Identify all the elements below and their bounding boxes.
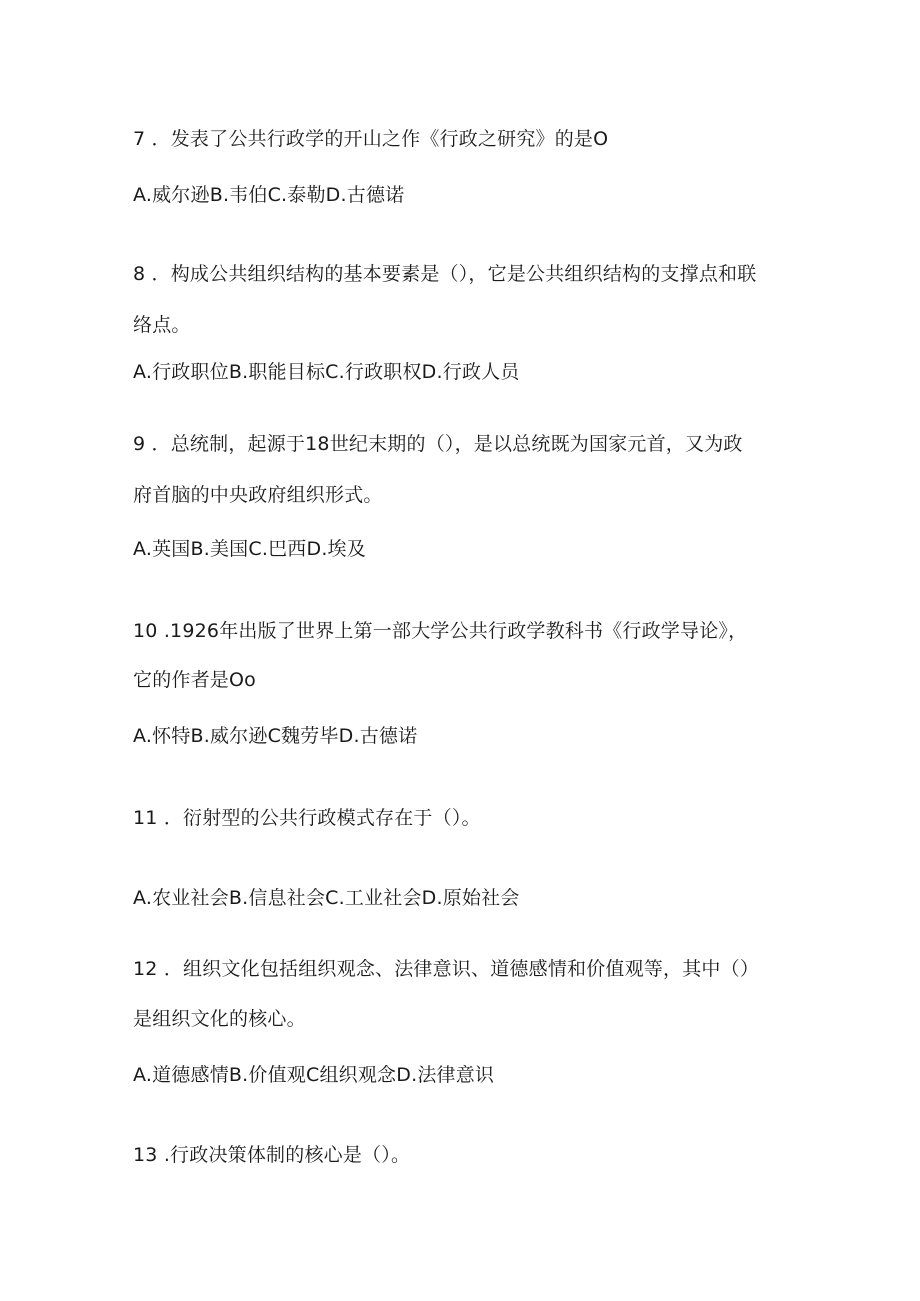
question-10-options: A.怀特B.威尔逊C魏劳毕D.古德诺 xyxy=(133,725,418,747)
question-9-stem-line-2: 府首脑的中央政府组织形式。 xyxy=(133,484,383,506)
question-11-stem: 11 ．衍射型的公共行政模式存在于（）。 xyxy=(133,807,481,829)
question-10-stem-line-2: 它的作者是Oo xyxy=(133,669,256,691)
question-9-stem-line-1: 9 ．总统制，起源于18世纪末期的（），是以总统既为国家元首，又为政 xyxy=(133,433,743,455)
question-8-options: A.行政职位B.职能目标C.行政职权D.行政人员 xyxy=(133,361,520,383)
question-12-options: A.道德感情B.价值观C组织观念D.法律意识 xyxy=(133,1064,495,1086)
question-12-stem-line-1: 12 ．组织文化包括组织观念、法律意识、道德感情和价值观等，其中（） xyxy=(133,958,760,980)
question-8-stem-line-1: 8 ．构成公共组织结构的基本要素是（），它是公共组织结构的支撑点和联 xyxy=(133,263,757,285)
question-7-stem: 7 ．发表了公共行政学的开山之作《行政之研究》的是O xyxy=(133,128,609,150)
question-10-stem-line-1: 10 .1926年出版了世界上第一部大学公共行政学教科书《行政学导论》， xyxy=(133,620,748,642)
question-11-options: A.农业社会B.信息社会C.工业社会D.原始社会 xyxy=(133,887,520,909)
question-9-options: A.英国B.美国C.巴西D.埃及 xyxy=(133,538,366,560)
question-7-options: A.威尔逊B.韦伯C.泰勒D.古德诺 xyxy=(133,184,405,206)
question-13-stem: 13 .行政决策体制的核心是（）。 xyxy=(133,1144,411,1166)
question-12-stem-line-2: 是组织文化的核心。 xyxy=(133,1008,306,1030)
question-8-stem-line-2: 络点。 xyxy=(133,314,191,336)
